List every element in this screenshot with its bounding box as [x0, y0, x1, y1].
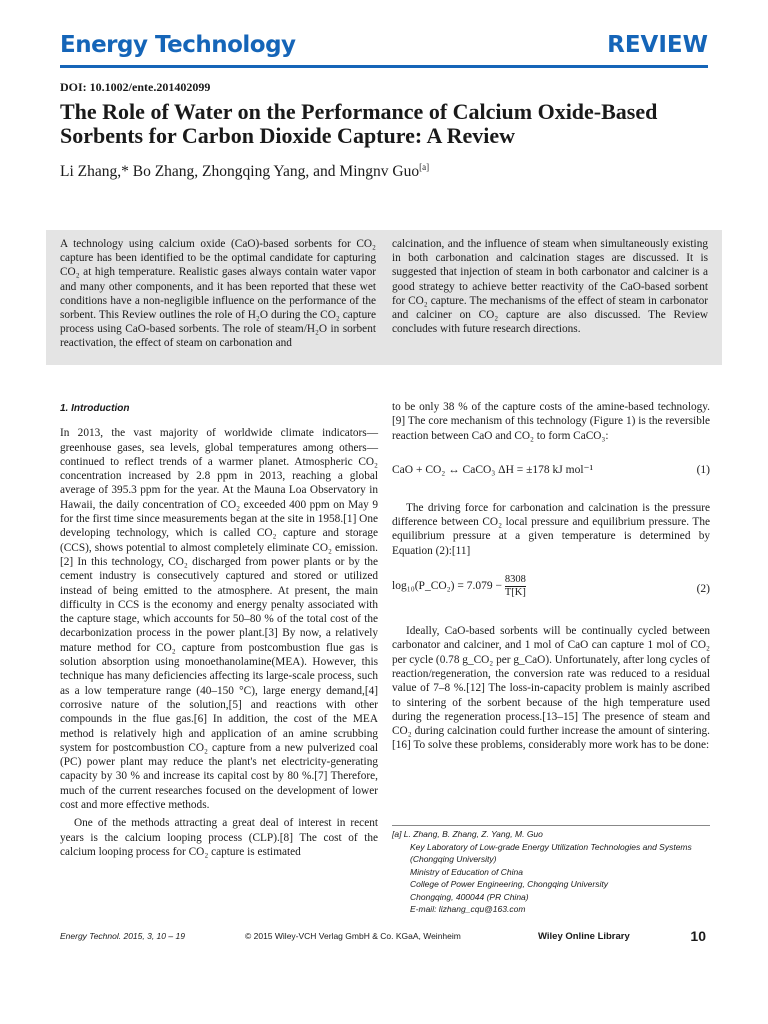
footnote-email[interactable]: E-mail: lizhang_cqu@163.com — [410, 904, 526, 914]
header-rule — [60, 65, 708, 68]
equation-1-body: CaO + CO₂ ↔ CaCO₃ ΔH = ±178 kJ mol⁻¹ — [392, 463, 594, 476]
footnote-line: Ministry of Education of China — [410, 866, 523, 877]
footer-citation: Energy Technol. 2015, 3, 10 – 19 — [60, 931, 185, 941]
equation-2-fraction — [505, 574, 526, 599]
equation-2-numerator: 8308 — [504, 574, 526, 586]
article-type-label: REVIEW — [607, 32, 708, 58]
paragraph: In 2013, the vast majority of worldwide climate indicators—greenhouse gases, sea levels, global temperatures among others—continued to reflect trends of a warmer planet. Atmospheric CO₂ concentration increased by 2.8 ppm in 2013, reaching a global average of 395.3 ppm for the year. At the Mauna Loa Observatory in Hawaii, the daily concentration of CO₂ exceeded 400 ppm on May 9 for the first time since measurements began at the site in 1958.[1] One developing technology, which is called CO₂ capture and storage (CCS), shows potential to almost completely eliminate CO₂ emission.[2] In this technology, CO₂ discharged from power plants or by the cement industry is consecutively captured and stored or utilized instead of being emitted to the atmosphere. At present, the main difficulty in CCS is the economy and energy penalty associated with the capture stage, which accounts for 50–80 % of the total cost of the decarbonization process in the power plant.[3] By now, a relatively mature method for CO₂ capture from postcombustion flue gas is solution absorption using monoethanolamine(MEA). However, this technique has many deficiencies affecting its large-scale process, such as a low temperature range (40–150 °C), large energy demand,[4] corrosive nature of the solution,[5] and reactions with other compounds in the flue gas.[6] In addition, the cost of the MEA method is relatively high and application of an amine scrubbing system for postcombustion CO₂ capture from a new pulverized coal (PC) power plant may reduce the plant's net electricity-generating capacity by 30 % and increase its capital cost by 80 %.[7] Therefore, much of the current researches focused on the development of lower cost and more effective methods. — [60, 427, 378, 812]
doi[interactable]: DOI: 10.1002/ente.201402099 — [60, 80, 211, 94]
authors-text: Li Zhang,* Bo Zhang, Zhongqing Yang, and Mingnv Guo — [60, 163, 420, 181]
abstract-box — [46, 230, 722, 365]
equation-2 — [392, 574, 710, 604]
footnote-line: College of Power Engineering, Chongqing University — [410, 879, 608, 889]
affiliation-footnote — [392, 825, 710, 916]
section-heading: 1. Introduction — [60, 403, 130, 414]
equation-1-number: (1) — [696, 463, 710, 476]
equation-2-number: (2) — [696, 583, 710, 596]
page-number: 10 — [690, 928, 706, 944]
footnote-line: Chongqing, 400044 (PR China) — [410, 891, 529, 902]
footer-copyright: © 2015 Wiley-VCH Verlag GmbH & Co. KGaA, Weinheim — [245, 931, 461, 941]
body-right-column — [392, 400, 710, 757]
author-list — [60, 162, 429, 181]
paragraph: Ideally, CaO-based sorbents will be continually cycled between carbonator and calciner, and 1 mol of CaO can capture 1 mol of CO₂ per cycle (0.78 g_CO₂ per g_CaO). Unfortunately, after long cycles of reaction/regeneration, the conversion rate was reduced to a residual value of 7–8 %.[12] The loss-in-capacity problem is mainly ascribed to sintering of the sorbent because of the high temperature used during the regeneration process.[13–15] The presence of steam and CO₂ during calcination could further increase the amount of sintering.[16] To solve these problems, considerably more work has to be done: — [392, 625, 710, 752]
paragraph: to be only 38 % of the capture costs of the amine-based technology.[9] The core mechanism of this technology (Figure 1) is the reversible reaction between CaO and CO₂ to form CaCO₃: — [392, 401, 710, 442]
article-title: The Role of Water on the Performance of Calcium Oxide-Based Sorbents for Carbon Dioxide Capture: A Review — [60, 99, 658, 148]
journal-name: Energy Technology — [60, 32, 296, 58]
paragraph: The driving force for carbonation and calcination is the pressure difference between CO₂ local pressure and equilibrium pressure. The equilibrium pressure at a given temperature is determined by Equation (2):[11] — [392, 501, 710, 557]
body-left-column — [60, 402, 378, 863]
footer-library-link[interactable]: Wiley Online Library — [538, 931, 630, 942]
page-footer — [60, 928, 708, 948]
abstract-right-column: calcination, and the influence of steam when simultaneously existing in both carbonation and calcination stages are discussed. It is suggested that injection of steam in both carbonator and calciner is a good strategy to achieve better reactivity of the CaO-based sorbent for CO₂ capture. The mechanisms of the effect of steam in carbonator and calciner on CO₂ capture are also discussed. The Review concludes with future research directions. — [392, 238, 708, 336]
abstract-left-column: A technology using calcium oxide (CaO)-based sorbents for CO₂ capture has been identified to be the optimal candidate for capturing CO₂ at high temperature. Realistic gases always contain water vapor and many other components, and it has been reported that these wet conditions have a non-negligible influence on the performance of the sorbent. This Review outlines the role of H₂O during the CO₂ capture process using CaO-based sorbents. The role of steam/H₂O in sorbent reactivation, the effect of steam on carbonation and — [60, 238, 376, 350]
footnote-line: [a] L. Zhang, B. Zhang, Z. Yang, M. Guo — [392, 829, 543, 839]
equation-2-denominator: T[K] — [504, 587, 526, 599]
footnote-line: Key Laboratory of Low-grade Energy Utilization Technologies and Systems — [410, 841, 692, 852]
equation-1 — [392, 459, 710, 481]
footnote-line: (Chongqing University) — [410, 854, 497, 864]
affiliation-mark: [a] — [419, 162, 430, 172]
equation-2-lhs: log₁₀(P_CO₂) = 7.079 − — [392, 580, 502, 593]
paragraph: One of the methods attracting a great deal of interest in recent years is the calcium looping process (CLP).[8] The cost of the calcium looping process for CO₂ capture is estimated — [60, 817, 378, 858]
equation-2-body — [392, 574, 526, 599]
